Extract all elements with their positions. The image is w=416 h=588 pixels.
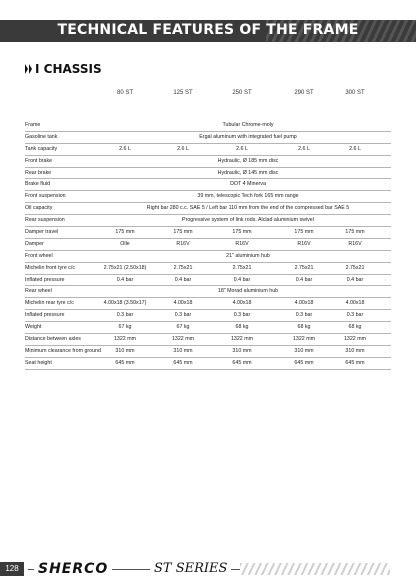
row-label: Michelin rear tyre c/c — [25, 300, 74, 307]
row-label: Brake fluid — [25, 181, 51, 188]
column-header-1: 80 ST — [116, 90, 134, 96]
spec-rows — [25, 120, 391, 370]
row-label: Front wheel — [25, 252, 53, 259]
row-cell: R16V — [348, 240, 362, 247]
row-label: Gasoline tank — [25, 133, 58, 140]
table-row — [25, 132, 391, 144]
row-label: Damper travel — [25, 229, 59, 236]
row-cell: 1322 mm — [171, 336, 195, 343]
row-cell: 4.00x18 — [294, 300, 314, 307]
row-shared-value: 39 mm, telescopic Tech fork 165 mm range — [197, 193, 299, 200]
row-cell: 2.75x21 — [294, 264, 314, 271]
table-row — [25, 358, 391, 370]
row-cell: 175 mm — [173, 229, 193, 236]
row-cell: 0.3 bar — [346, 312, 364, 319]
row-cell: 310 mm — [294, 347, 314, 354]
row-cell: 0.3 bar — [116, 312, 134, 319]
row-label: Oil capacity — [25, 205, 53, 212]
row-cell: 1322 mm — [343, 336, 367, 343]
row-cell: 68 kg — [348, 324, 362, 331]
row-shared-value: Hydraulic, Ø 145 mm disc — [217, 169, 279, 176]
row-cell: 0.4 bar — [116, 276, 134, 283]
spec-table — [25, 90, 391, 366]
row-cell: 645 mm — [173, 359, 193, 366]
row-label: Damper — [25, 240, 44, 247]
row-label: Inflated pressure — [25, 312, 65, 319]
row-cell: 68 kg — [235, 324, 249, 331]
row-label: Frame — [25, 122, 41, 128]
section-title-text: I CHASSIS — [35, 62, 102, 76]
row-cell: 310 mm — [345, 347, 365, 354]
row-cell: 175 mm — [294, 229, 314, 236]
row-cell: 2.6 L — [298, 145, 310, 152]
row-cell: 67 kg — [176, 324, 190, 331]
table-row — [25, 156, 391, 168]
row-cell: 645 mm — [232, 359, 252, 366]
row-label: Distance between axles — [25, 336, 81, 343]
page-number: 128 — [0, 562, 24, 576]
column-header-5: 300 ST — [345, 90, 365, 96]
row-cell: 0.3 bar — [295, 312, 313, 319]
table-row — [25, 168, 391, 180]
table-row — [25, 275, 391, 287]
table-row — [25, 346, 391, 358]
row-cell: 0.4 bar — [174, 276, 192, 283]
page-title: TECHNICAL FEATURES OF THE FRAME — [57, 22, 359, 38]
row-cell: 310 mm — [115, 347, 135, 354]
double-chevron-icon — [25, 64, 32, 74]
row-cell: 4.00x18 (3.50x17) — [103, 300, 147, 307]
row-cell: R16V — [235, 240, 249, 247]
table-row — [25, 310, 391, 322]
row-cell: 175 mm — [232, 229, 252, 236]
row-cell: 0.4 bar — [295, 276, 313, 283]
table-row — [25, 227, 391, 239]
row-cell: 2.75x21 — [345, 264, 365, 271]
table-row — [25, 286, 391, 298]
table-row — [25, 203, 391, 215]
row-cell: 2.75x21 — [173, 264, 193, 271]
column-header-2: 125 ST — [173, 90, 193, 96]
table-row — [25, 215, 391, 227]
row-cell: 2.6 L — [119, 145, 131, 152]
row-cell: 1322 mm — [292, 336, 316, 343]
footer-stripes-decoration — [240, 563, 390, 575]
row-cell: 175 mm — [345, 229, 365, 236]
column-headers — [25, 90, 391, 104]
row-shared-value: Hydraulic, Ø 185 mm disc — [217, 157, 279, 164]
row-cell: 2.6 L — [236, 145, 248, 152]
row-cell: 645 mm — [294, 359, 314, 366]
row-shared-value: Right bar 280 c.c. SAE 5 / Left bar 110 mm from the end of the compressed bar SAE 5 — [146, 205, 350, 212]
row-cell: 0.4 bar — [233, 276, 251, 283]
row-label: Inflated pressure — [25, 276, 65, 283]
row-label: Minimum clearance from ground — [25, 347, 101, 354]
row-cell: R16V — [176, 240, 190, 247]
row-cell: 0.3 bar — [233, 312, 251, 319]
table-row — [25, 334, 391, 346]
row-cell: 1322 mm — [230, 336, 254, 343]
row-cell: 2.75x21 (2.50x18) — [103, 264, 147, 271]
row-label: Seat height — [25, 359, 52, 366]
header-bar — [0, 20, 416, 42]
row-cell: 310 mm — [232, 347, 252, 354]
row-cell: 67 kg — [118, 324, 132, 331]
row-shared-value: 21" aluminium hub — [226, 252, 270, 259]
row-cell: 175 mm — [115, 229, 135, 236]
row-cell: 2.6 L — [349, 145, 361, 152]
row-cell: 2.6 L — [177, 145, 189, 152]
row-label: Front suspension — [25, 193, 66, 200]
row-shared-value: 18" Morad aluminium hub — [217, 288, 279, 295]
row-cell: R16V — [297, 240, 311, 247]
table-row — [25, 239, 391, 251]
row-label: Rear brake — [25, 169, 52, 176]
row-cell: 645 mm — [115, 359, 135, 366]
row-label: Tank capacity — [25, 145, 58, 152]
row-cell: 0.3 bar — [174, 312, 192, 319]
column-header-3: 250 ST — [232, 90, 252, 96]
table-row — [25, 322, 391, 334]
row-shared-value: Tubular Chrome-moly — [222, 122, 274, 128]
row-cell: 4.00x18 — [173, 300, 193, 307]
row-label: Rear wheel — [25, 288, 52, 295]
row-cell: 4.00x18 — [232, 300, 252, 307]
table-row — [25, 144, 391, 156]
table-row — [25, 191, 391, 203]
row-label: Michelin front tyre c/c — [25, 264, 76, 271]
row-label: Rear suspension — [25, 217, 65, 224]
row-cell: 68 kg — [297, 324, 311, 331]
table-row — [25, 179, 391, 191]
row-cell: 4.00x18 — [345, 300, 365, 307]
brand-logo: SHERCO — [34, 560, 112, 578]
series-logo: ST SERIES — [150, 560, 231, 578]
row-cell: 645 mm — [345, 359, 365, 366]
table-row — [25, 298, 391, 310]
row-cell: 2.75x21 — [232, 264, 252, 271]
table-row — [25, 120, 391, 132]
row-cell: 1322 mm — [113, 336, 137, 343]
row-label: Weight — [25, 324, 42, 331]
row-cell: 0.4 bar — [346, 276, 364, 283]
row-cell: Olle — [120, 240, 130, 247]
row-shared-value: Ergal aluminum with integrated fuel pump — [199, 133, 297, 140]
table-row — [25, 263, 391, 275]
row-label: Front brake — [25, 157, 53, 164]
column-header-4: 290 ST — [294, 90, 314, 96]
row-shared-value: Progressive system of link rods. Alclad aluminium swivel — [182, 217, 314, 224]
table-row — [25, 251, 391, 263]
row-cell: 310 mm — [173, 347, 193, 354]
page-footer — [0, 560, 416, 578]
section-title — [25, 62, 102, 76]
row-shared-value: DOT 4 Minerva — [230, 181, 266, 188]
